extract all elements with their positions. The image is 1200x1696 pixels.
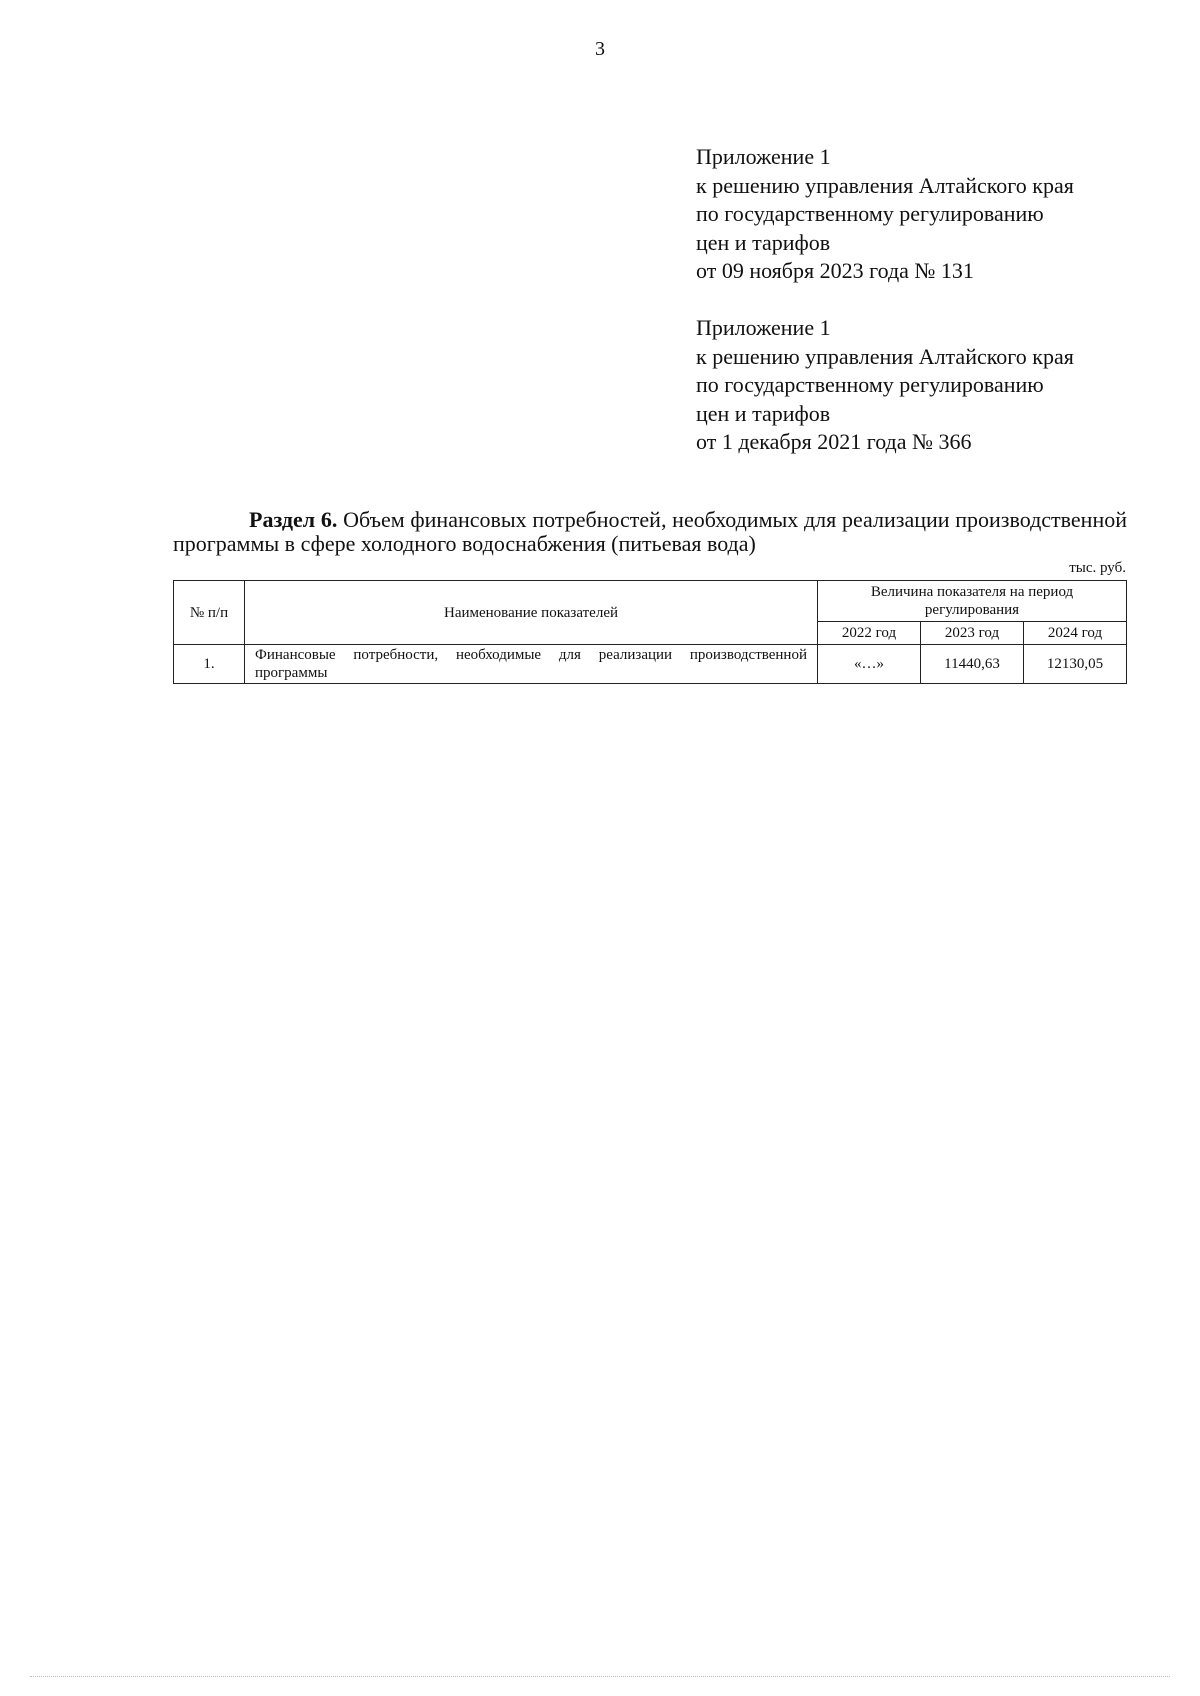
header-year-2024: 2024 год <box>1024 622 1127 645</box>
scan-artifact-line <box>30 1676 1170 1677</box>
row-value-2024: 12130,05 <box>1024 645 1127 684</box>
page-number: 3 <box>595 38 605 60</box>
row-value-2023: 11440,63 <box>921 645 1024 684</box>
appendix-line: от 09 ноября 2023 года № 131 <box>696 258 974 283</box>
section-title: Объем финансовых потребностей, необходимых для реализации производственной программы в сфере холодного водоснабжения (питьевая вода) <box>173 507 1128 556</box>
units-label: тыс. руб. <box>1069 560 1126 576</box>
header-year-2022: 2022 год <box>818 622 921 645</box>
appendix-line: от 1 декабря 2021 года № 366 <box>696 429 972 454</box>
appendix-line: по государственному регулированию <box>696 201 1044 226</box>
row-value-2022: «…» <box>818 645 921 684</box>
appendix-line: цен и тарифов <box>696 400 831 426</box>
appendix-current-header <box>696 143 1136 286</box>
financial-needs-table <box>173 580 1127 684</box>
header-name: Наименование показателей <box>245 581 818 645</box>
section-label: Раздел 6. <box>249 507 338 532</box>
header-year-2023: 2023 год <box>921 622 1024 645</box>
header-period-group: Величина показателя на период регулирования <box>818 581 1127 622</box>
table-row <box>174 645 1127 684</box>
appendix-line: Приложение 1 <box>696 144 831 169</box>
appendix-line: к решению управления Алтайского края <box>696 343 1074 369</box>
row-number: 1. <box>174 645 245 684</box>
appendix-line: Приложение 1 <box>696 315 831 340</box>
appendix-previous-header <box>696 314 1136 457</box>
header-number: № п/п <box>174 581 245 645</box>
section-heading <box>173 508 1127 556</box>
table-header-row <box>174 581 1127 622</box>
row-name: Финансовые потребности, необходимые для реализации производственной программы <box>245 645 818 684</box>
appendix-line: по государственному регулированию <box>696 372 1044 397</box>
appendix-line: к решению управления Алтайского края <box>696 172 1074 198</box>
appendix-line: цен и тарифов <box>696 229 831 255</box>
